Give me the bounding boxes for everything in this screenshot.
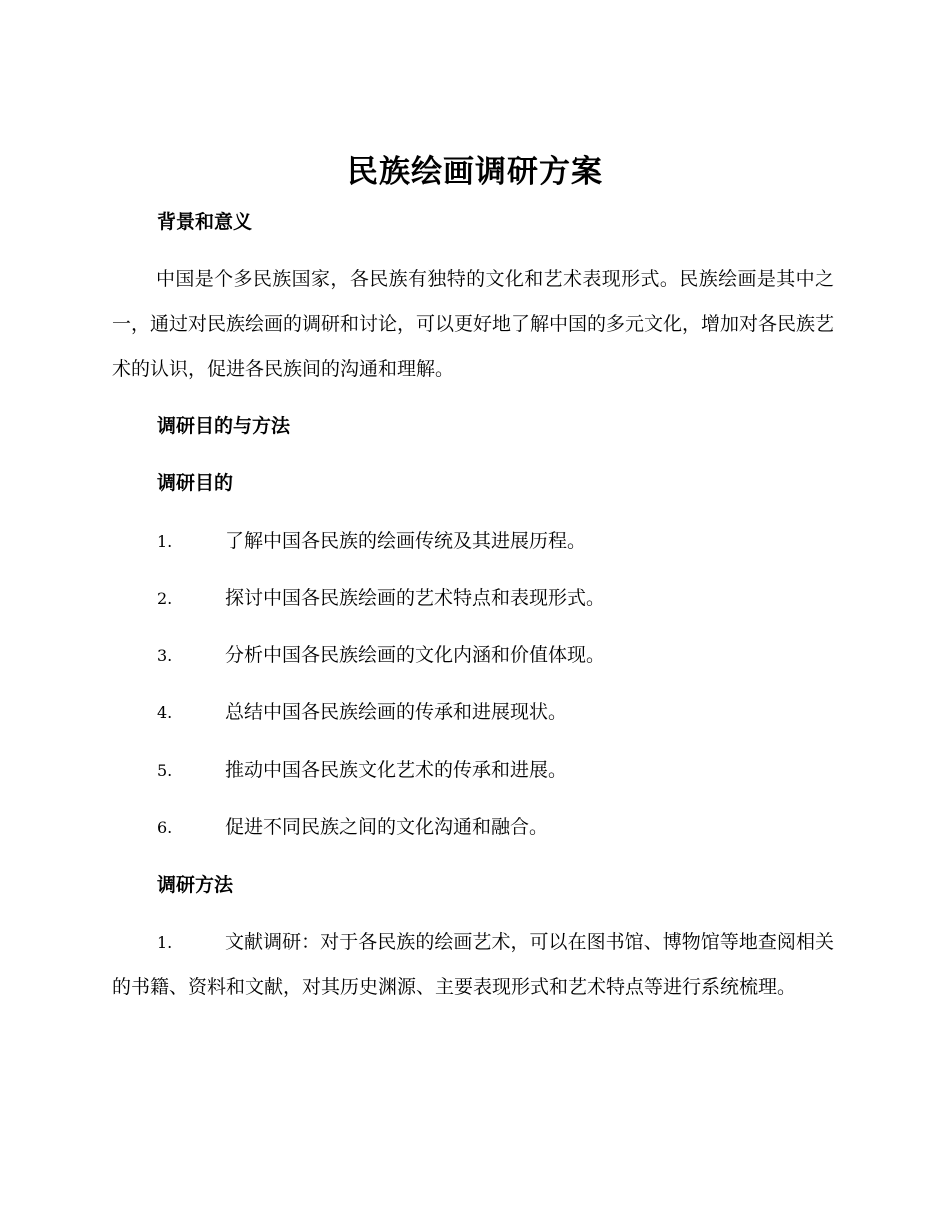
list-item bbox=[157, 813, 548, 842]
list-text: 总结中国各民族绘画的传承和进展现状。 bbox=[225, 701, 568, 723]
list-item bbox=[157, 698, 567, 727]
list-item bbox=[157, 756, 567, 785]
list-text: 了解中国各民族的绘画传统及其进展历程。 bbox=[225, 530, 587, 552]
background-paragraph: 中国是个多民族国家，各民族有独特的文化和艺术表现形式。民族绘画是其中之一，通过对民族绘画的调研和讨论，可以更好地了解中国的多元文化，增加对各民族艺术的认识，促进各民族间的沟通和理解。 bbox=[112, 268, 835, 380]
list-number: 4. bbox=[157, 703, 173, 722]
list-number: 2. bbox=[157, 589, 173, 608]
list-number: 1. bbox=[157, 532, 173, 551]
list-item bbox=[157, 527, 586, 556]
list-text: 文献调研：对于各民族的绘画艺术，可以在图书馆、博物馆等地查阅相关的书籍、资料和文献，对其历史渊源、主要表现形式和艺术特点等进行系统梳理。 bbox=[112, 931, 834, 998]
list-number: 1. bbox=[157, 933, 173, 952]
list-number: 5. bbox=[157, 761, 173, 780]
section-heading-method: 调研方法 bbox=[157, 874, 234, 896]
list-text: 推动中国各民族文化艺术的传承和进展。 bbox=[225, 759, 568, 781]
list-text: 探讨中国各民族绘画的艺术特点和表现形式。 bbox=[225, 587, 606, 609]
list-text: 促进不同民族之间的文化沟通和融合。 bbox=[225, 816, 549, 838]
list-text: 分析中国各民族绘画的文化内涵和价值体现。 bbox=[225, 644, 606, 666]
list-item bbox=[157, 641, 605, 670]
list-number: 6. bbox=[157, 818, 173, 837]
section-heading-purpose: 调研目的 bbox=[157, 472, 234, 494]
list-item bbox=[157, 584, 605, 613]
document-title: 民族绘画调研方案 bbox=[347, 154, 603, 190]
list-number: 3. bbox=[157, 646, 173, 665]
method-list-item bbox=[112, 920, 834, 1010]
section-heading-purpose-method: 调研目的与方法 bbox=[157, 415, 291, 437]
section-heading-background: 背景和意义 bbox=[157, 211, 253, 233]
